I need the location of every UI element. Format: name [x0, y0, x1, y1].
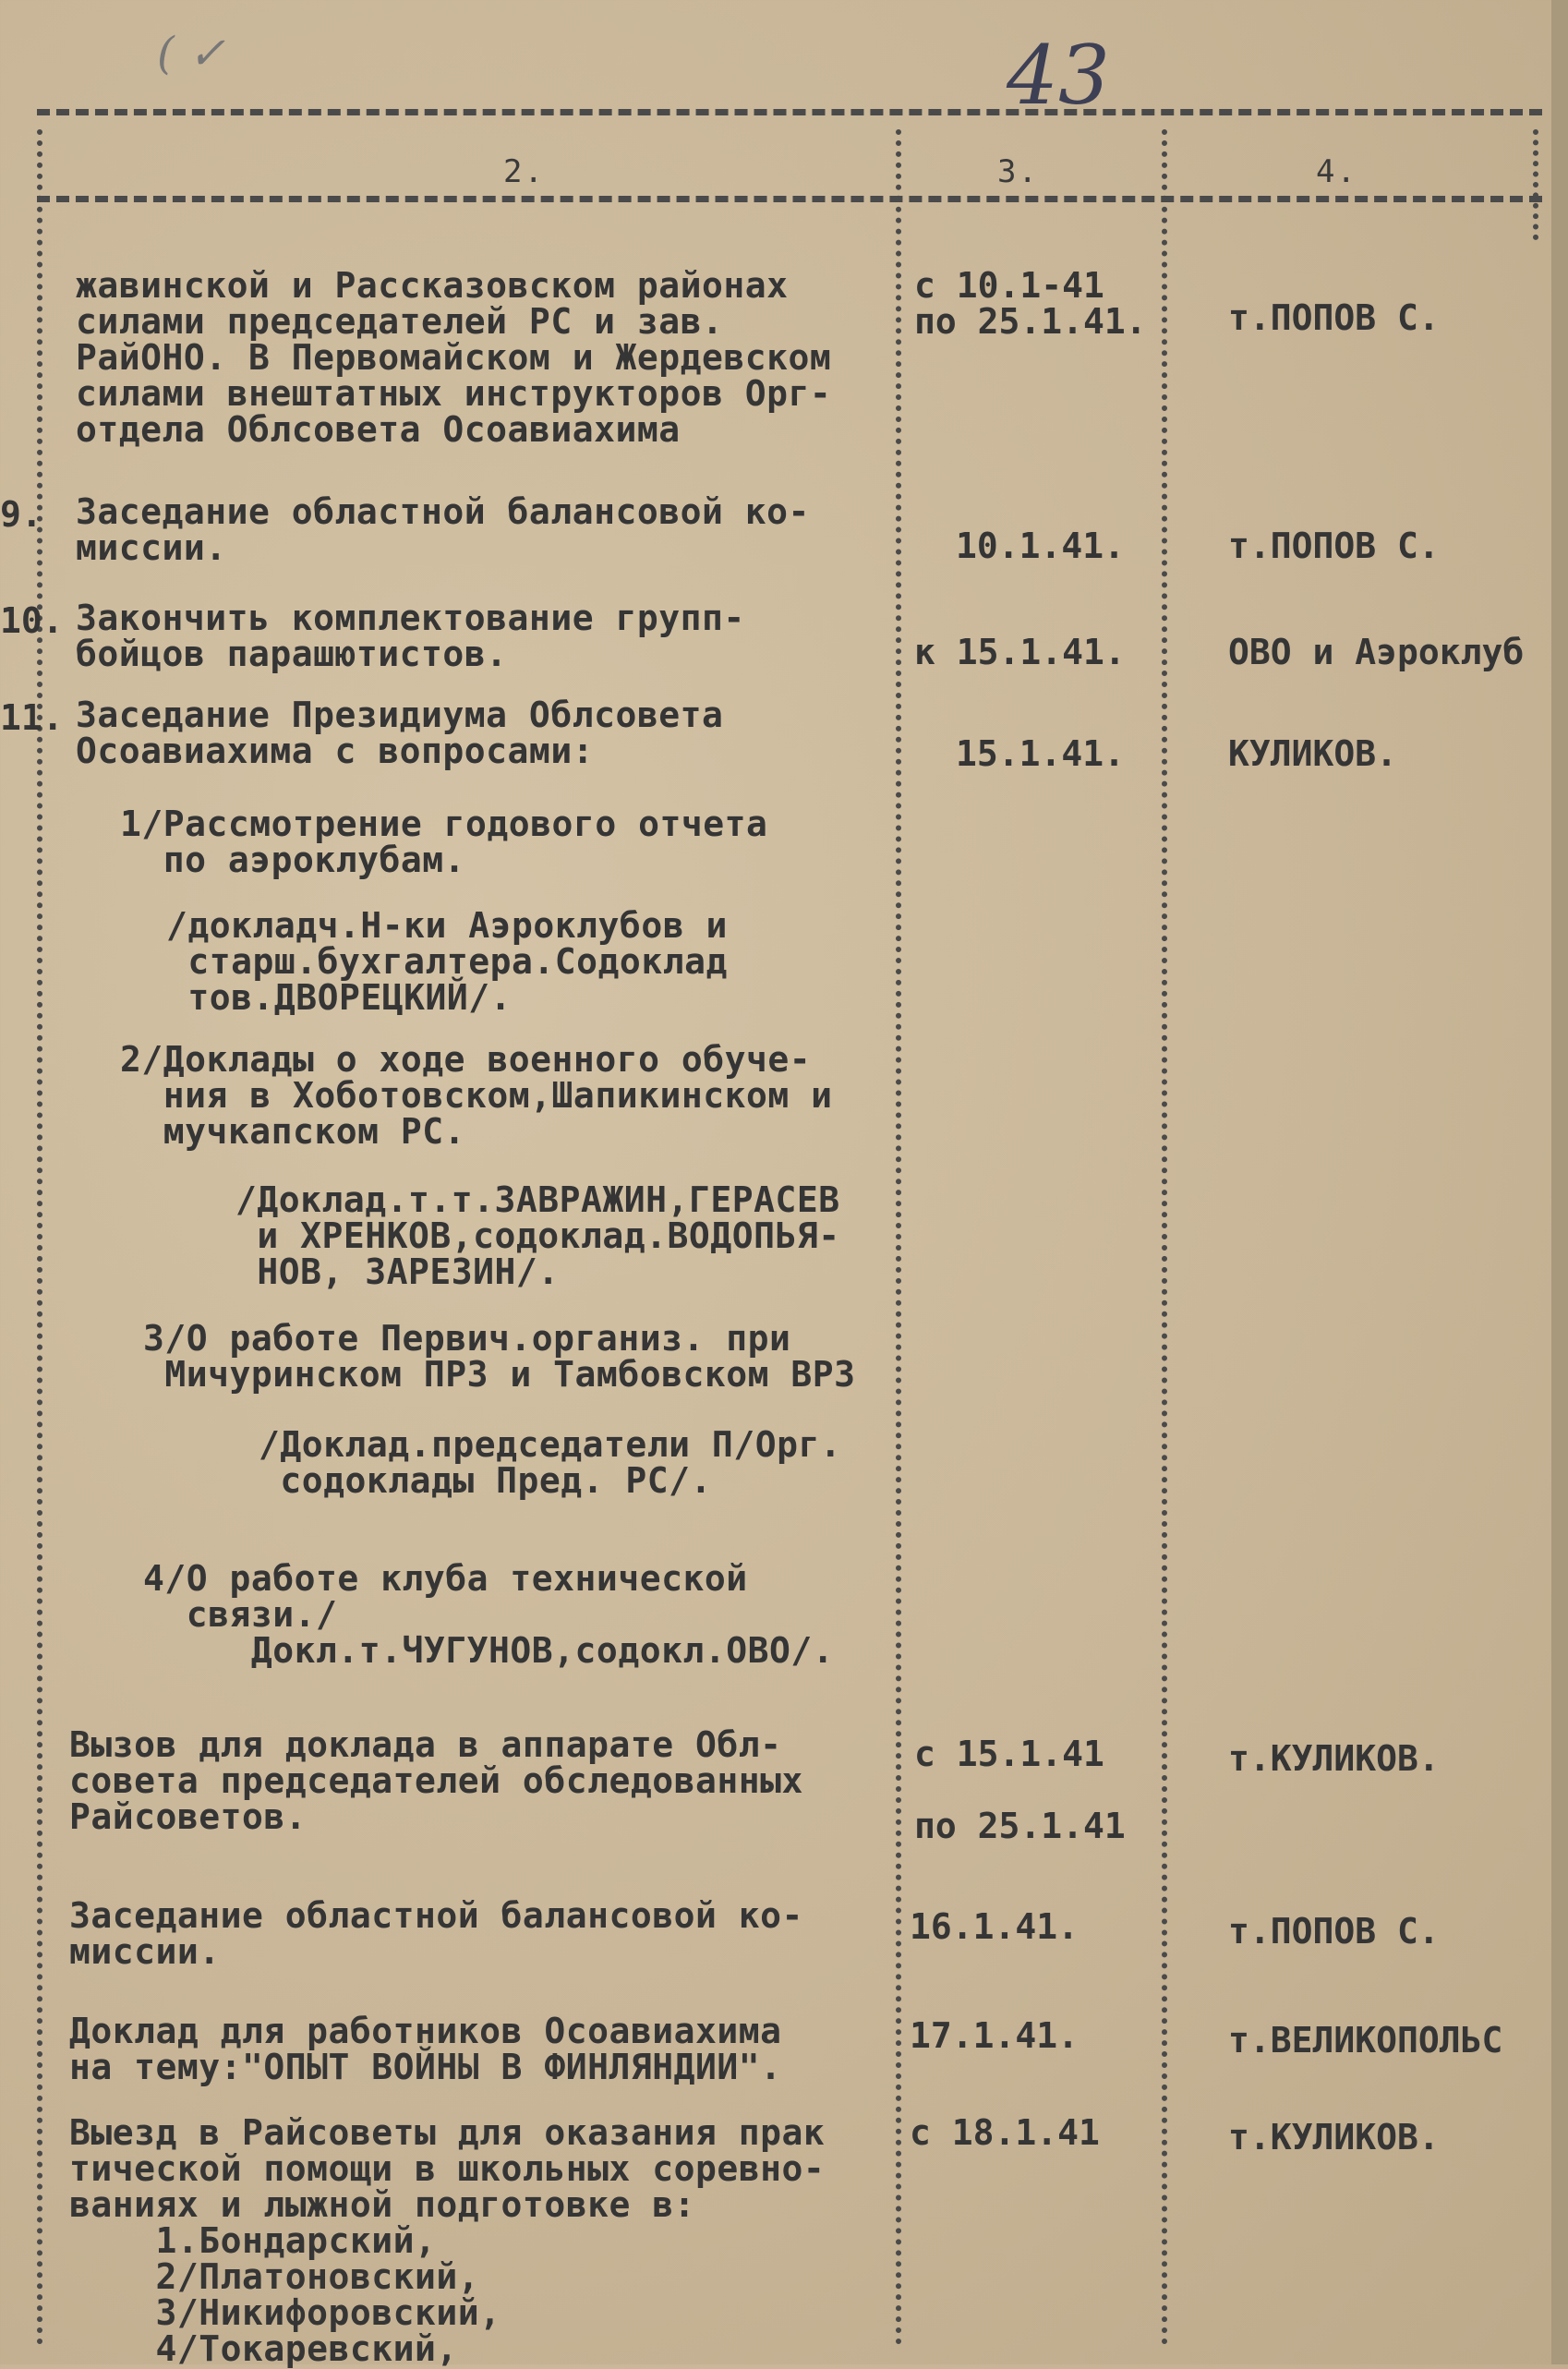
entry-responsible: ОВО и Аэроклуб — [1228, 632, 1525, 672]
entry-responsible: т.ВЕЛИКОПОЛЬС — [1228, 2020, 1503, 2061]
agenda-item: 1/Рассмотрение годового отчета по аэроклубам. — [120, 804, 768, 880]
entry-date: 15.1.41. — [956, 733, 1126, 774]
entry-responsible: т.ПОПОВ С. — [1228, 526, 1440, 566]
column-header-3: 3. — [997, 153, 1039, 190]
entry-date: 16.1.41. — [910, 1906, 1080, 1947]
entry-text: Вызов для доклада в аппарате Обл- совета председателей обследованных Райсоветов. — [69, 1724, 803, 1837]
entry-responsible: т.КУЛИКОВ. — [1228, 1738, 1440, 1779]
header-top-rule — [37, 109, 1542, 115]
entry-number: 11. — [0, 697, 64, 738]
entry-text: Заседание областной балансовой ко- миссии. — [69, 1895, 803, 1972]
column-separator-2-3 — [896, 129, 901, 2346]
right-column-border — [1533, 129, 1538, 240]
entry-date: к 15.1.41. — [914, 632, 1126, 672]
entry-date: с 15.1.41 по 25.1.41 — [914, 1734, 1126, 1846]
left-column-border — [37, 129, 42, 2346]
entry-text: Заседание Президиума Облсовета Осоавиахима с вопросами: — [76, 695, 724, 771]
entry-responsible: т.ПОПОВ С. — [1228, 1911, 1440, 1952]
entry-responsible: т.ПОПОВ С. — [1228, 297, 1440, 338]
agenda-note: /Доклад.т.т.ЗАВРАЖИН,ГЕРАСЕВ и ХРЕНКОВ,содоклад.ВОДОПЬЯ- НОВ, ЗАРЕЗИН/. — [235, 1179, 840, 1292]
entry-number: 9. — [0, 494, 42, 535]
agenda-item: 4/О работе клуба технической связи./ Докл.т.ЧУГУНОВ,содокл.ОВО/. — [143, 1558, 835, 1671]
entry-text: Закончить комплектование групп- бойцов парашютистов. — [76, 598, 745, 674]
entry-date: 10.1.41. — [956, 526, 1126, 566]
page-edge — [1551, 0, 1568, 2364]
pencil-scribble: ( ✓ — [157, 28, 226, 79]
entry-date: с 10.1-41 по 25.1.41. — [914, 265, 1147, 342]
entry-responsible: т.КУЛИКОВ. — [1228, 2117, 1440, 2157]
entry-text: Заседание областной балансовой ко- миссии. — [76, 491, 810, 568]
entry-text: Выезд в Райсоветы для оказания прак тической помощи в школьных соревно- ваниях и лыжной подготовке в: 1.Бондарский, 2/Платоновский, 3/Никифоровский, 4/Токаревский, — [69, 2112, 826, 2369]
column-separator-3-4 — [1162, 129, 1167, 2346]
column-header-4: 4. — [1316, 153, 1357, 190]
entry-date: с 18.1.41 — [910, 2112, 1100, 2153]
entry-text: жавинской и Рассказовском районах силами председателей РС и зав. РайОНО. В Первомайском и Жердевском силами внештатных инструкторов Орг- отдела Облсовета Осоавиахима — [76, 265, 832, 450]
column-header-2: 2. — [503, 153, 545, 190]
entry-date: 17.1.41. — [910, 2015, 1080, 2056]
header-bottom-rule — [37, 196, 1542, 202]
entry-responsible: КУЛИКОВ. — [1228, 733, 1398, 774]
page-number: 43 — [1007, 28, 1110, 123]
entry-text: Доклад для работников Осоавиахима на тему:"ОПЫТ ВОЙНЫ В ФИНЛЯНДИИ". — [69, 2011, 782, 2087]
agenda-note: /Доклад.председатели П/Орг. содоклады Пред. РС/. — [259, 1424, 842, 1501]
agenda-item: 2/Доклады о ходе военного обуче- ния в Хоботовском,Шапикинском и мучкапском РС. — [120, 1039, 833, 1152]
agenda-note: /докладч.Н-ки Аэроклубов и старш.бухгалтера.Содоклад тов.ДВОРЕЦКИЙ/. — [166, 905, 728, 1018]
entry-number: 10. — [0, 600, 64, 641]
agenda-item: 3/О работе Первич.организ. при Мичуринском ПРЗ и Тамбовском ВРЗ — [143, 1318, 856, 1395]
